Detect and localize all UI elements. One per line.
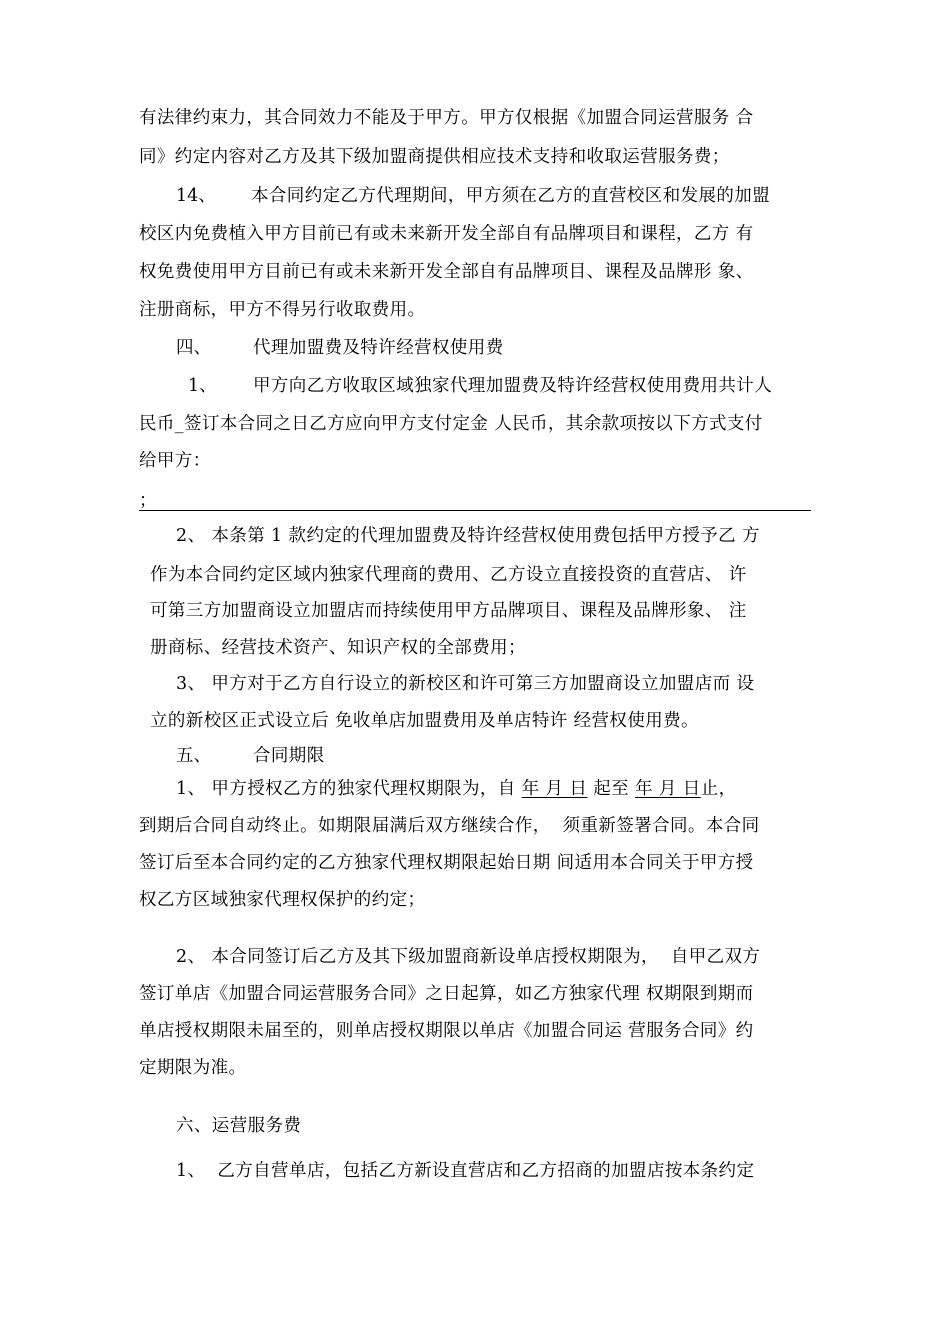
paragraph-line: 签订单店《加盟合同运营服务合同》之日起算，如乙方独家代理 权期限到期而 (139, 984, 754, 1004)
paragraph-line (176, 777, 737, 801)
paragraph-line: 定期限为准。 (139, 1058, 247, 1078)
paragraph-line: 权免费使用甲方目前已有或未来新开发全部自有品牌项目、课程及品牌形 象、 (139, 262, 754, 282)
paragraph-line: 3、 甲方对于乙方自行设立的新校区和许可第三方加盟商设立加盟店而 设 (176, 674, 755, 694)
paragraph-line: 签订后至本合同约定的乙方独家代理权期限起始日期 间适用本合同关于甲方授 (139, 853, 754, 873)
section-title: 代理加盟费及特许经营权使用费 (253, 338, 504, 358)
paragraph-line: 到期后合同自动终止。如期限届满后双方继续合作， 须重新签署合同。本合同 (139, 816, 760, 836)
paragraph-line: 立的新校区正式设立后 免收单店加盟费用及单店特许 经营权使用费。 (150, 711, 699, 731)
paragraph-line: 注册商标，甲方不得另行收取费用。 (139, 300, 426, 320)
paragraph-line: 甲方向乙方收取区域独家代理加盟费及特许经营权使用费用共计人 (253, 376, 773, 396)
paragraph-line: ； (139, 491, 157, 511)
paragraph-line: 2、 本合同签订后乙方及其下级加盟商新设单店授权期限为， 自甲乙双方 (176, 947, 761, 967)
fill-in-rule (139, 510, 811, 511)
clause-number: 1、 (188, 376, 217, 396)
paragraph-line: 校区内免费植入甲方目前已有或未来新开发全部自有品牌项目和课程，乙方 有 (139, 224, 754, 244)
clause-text: 起至 (587, 779, 636, 799)
paragraph-line: 1、 乙方自营单店，包括乙方新设直营店和乙方招商的加盟店按本条约定 (176, 1161, 755, 1181)
section-title: 六、运营服务费 (176, 1116, 302, 1136)
paragraph-line: 可第三方加盟商设立加盟店而持续使用甲方品牌项目、课程及品牌形象、 注 (150, 601, 747, 621)
start-date-blank: 年 月 日 (521, 779, 588, 799)
paragraph-line: 作为本合同约定区域内独家代理商的费用、乙方设立直接投资的直营店、 许 (150, 565, 747, 585)
paragraph-line: 单店授权期限未届至的，则单店授权期限以单店《加盟合同运 营服务合同》约 (139, 1021, 754, 1041)
paragraph-line: 民币_签订本合同之日乙方应向甲方支付定金 人民币，其余款项按以下方式支付 (139, 414, 763, 434)
section-number: 四、 (176, 338, 211, 358)
paragraph-line: 2、 本条第 1 款约定的代理加盟费及特许经营权使用费包括甲方授予乙 方 (176, 526, 760, 546)
clause-number: 14、 (176, 186, 216, 206)
paragraph-line: 同》约定内容对乙方及其下级加盟商提供相应技术支持和收取运营服务费； (139, 147, 730, 167)
end-date-blank: 年 月 日 (635, 779, 701, 799)
paragraph-line: 册商标、经营技术资产、知识产权的全部费用； (150, 638, 526, 658)
section-number: 五、 (176, 746, 211, 766)
paragraph-line: 有法律约束力，其合同效力不能及于甲方。甲方仅根据《加盟合同运营服务 合 (139, 108, 754, 128)
clause-text: 1、 甲方授权乙方的独家代理权期限为，自 (176, 779, 522, 799)
section-title: 合同期限 (253, 746, 325, 766)
paragraph-line: 权乙方区域独家代理权保护的约定； (139, 890, 426, 910)
clause-text: 止， (700, 779, 737, 799)
paragraph-line: 给甲方： (139, 451, 211, 471)
paragraph-line: 本合同约定乙方代理期间，甲方须在乙方的直营校区和发展的加盟 (251, 186, 771, 206)
